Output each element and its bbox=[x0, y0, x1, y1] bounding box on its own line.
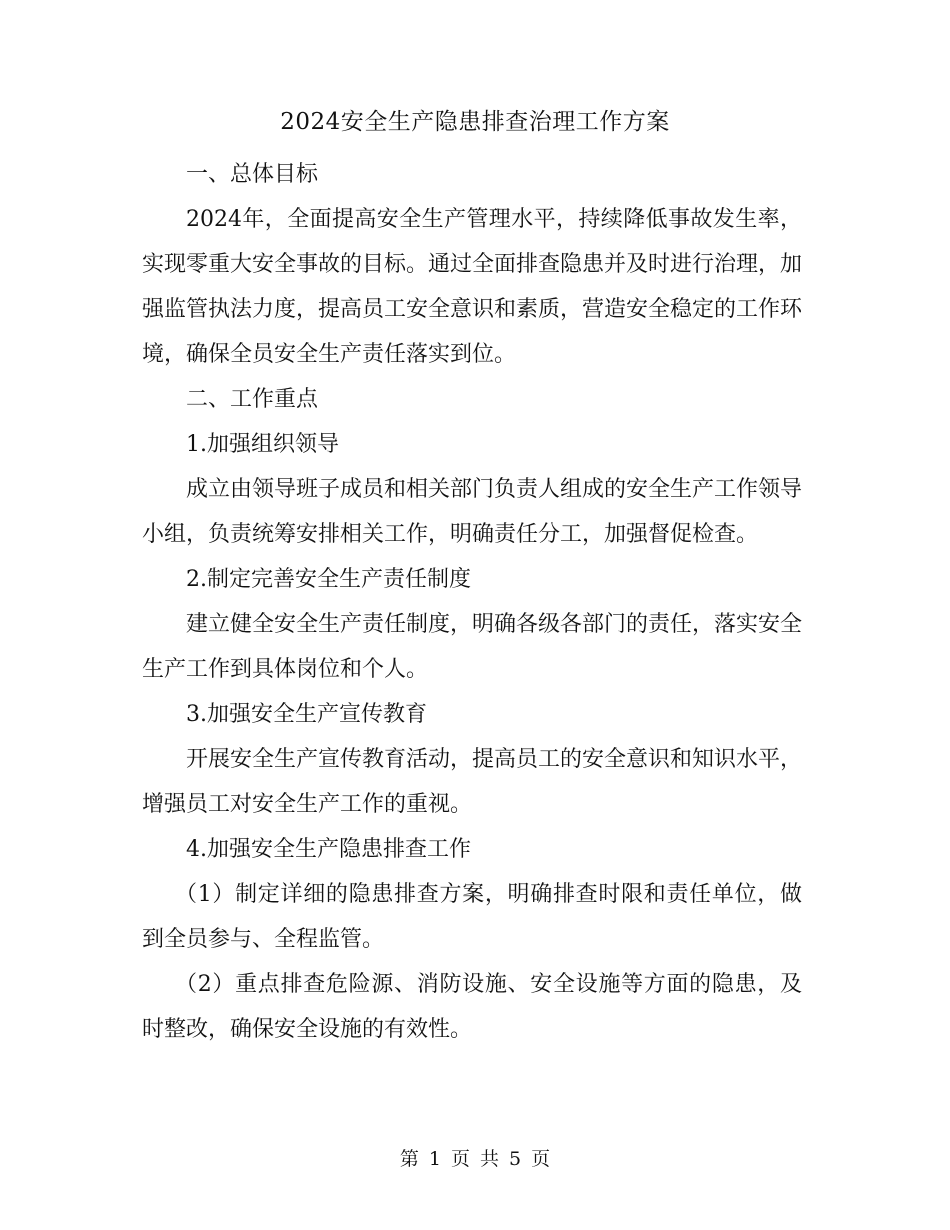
heading-work-focus: 二、工作重点 bbox=[186, 387, 319, 412]
list-item-key-inspection: （2）重点排查危险源、消防设施、安全设施等方面的隐患，及时整改，确保安全设施的有效性。 bbox=[142, 972, 802, 1042]
document-body bbox=[142, 152, 802, 1052]
paragraph-overall-goal: 2024年，全面提高安全生产管理水平，持续降低事故发生率，实现零重大安全事故的目标。通过全面排查隐患并及时进行治理，加强监管执法力度，提高员工安全意识和素质，营造安全稳定的工作环境，确保全员安全生产责任落实到位。 bbox=[142, 207, 803, 367]
subheading-responsibility: 2.制定完善安全生产责任制度 bbox=[186, 567, 471, 592]
list-item-inspection-plan: （1）制定详细的隐患排查方案，明确排查时限和责任单位，做到全员参与、全程监管。 bbox=[142, 882, 802, 952]
paragraph-organization: 成立由领导班子成员和相关部门负责人组成的安全生产工作领导小组，负责统筹安排相关工作，明确责任分工，加强督促检查。 bbox=[142, 477, 803, 547]
subheading-education: 3.加强安全生产宣传教育 bbox=[186, 702, 427, 727]
page-number: 第 1 页 共 5 页 bbox=[399, 1148, 551, 1170]
subheading-hazard-inspection: 4.加强安全生产隐患排查工作 bbox=[186, 837, 471, 862]
paragraph-education: 开展安全生产宣传教育活动，提高员工的安全意识和知识水平，增强员工对安全生产工作的重视。 bbox=[142, 747, 803, 817]
document-title: 2024安全生产隐患排查治理工作方案 bbox=[280, 109, 670, 135]
subheading-organization: 1.加强组织领导 bbox=[186, 432, 339, 457]
heading-overall-goal: 一、总体目标 bbox=[186, 162, 319, 187]
paragraph-responsibility: 建立健全安全生产责任制度，明确各级各部门的责任，落实安全生产工作到具体岗位和个人。 bbox=[142, 612, 803, 682]
